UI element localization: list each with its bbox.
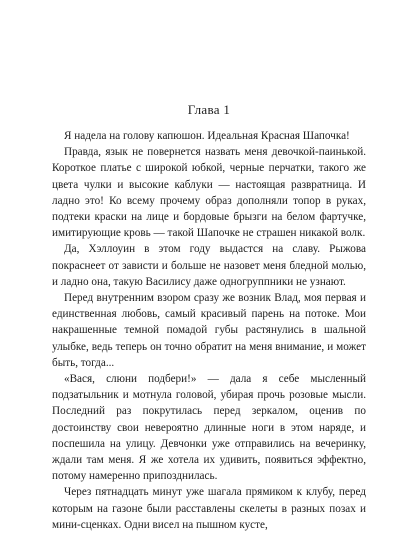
paragraph: Перед внутренним взором сразу же возник Влад, моя первая и единственная любовь, самый красивый парень на потоке. Мои накрашенные темной помадой губы растянулись в шальной улыбке, ведь теперь он точно обратит на меня внимание, и может быть, тогда... — [52, 292, 366, 369]
paragraph: Правда, язык не повернется назвать меня девочкой-паинькой. Короткое платье с широкой юбкой, черные перчатки, такого же цвета чулки и высокие каблуки — настоящая развратница. И ладно это! Ко всему прочему образ дополняли топор в руках, подтеки краски на лице и бордовые брызги на белом фартучке, имитирующие кровь — такой Шапочке не страшен никакой волк. — [52, 146, 366, 240]
book-page — [52, 0, 366, 550]
paragraph: Я надела на голову капюшон. Идеальная Красная Шапочка! — [64, 130, 350, 142]
paragraph: Да, Хэллоуин в этом году выдастся на славу. Рыжова покраснеет от зависти и больше не назовет меня бледной молью, и ладно она, такую Василису даже одногруппники не узнают. — [52, 243, 366, 288]
paragraph: «Вася, слюни подбери!» — дала я себе мысленный подзатыльник и мотнула головой, убирая прочь розовые мысли. Последний раз покрутилась перед зеркалом, оценив по достоинству свои невероятно длинные ноги в этом наряде, и поспешила на улицу. Девчонки уже отправились на вечеринку, ждали там меня. Я же хотела их удивить, появиться эффектно, потому намеренно припозднилась. — [52, 373, 366, 483]
chapter-title: Глава 1 — [187, 102, 231, 117]
paragraph: Через пятнадцать минут уже шагала прямиком к клубу, перед которым на газоне были расставлены скелеты в разных позах и мини-сценках. Одни висел на пышном кусте, — [52, 486, 366, 531]
chapter-body — [52, 128, 366, 533]
